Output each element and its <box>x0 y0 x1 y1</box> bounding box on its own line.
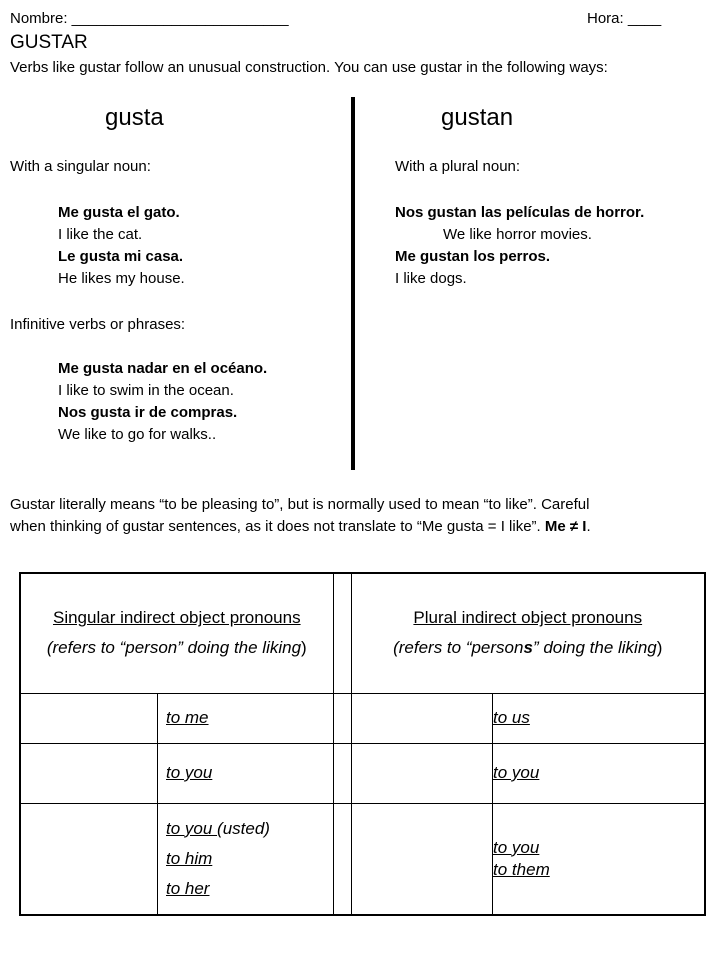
singular-label: With a singular noun: <box>10 158 151 175</box>
gusta-heading: gusta <box>105 104 164 131</box>
singular-subheader <box>21 637 333 659</box>
left-example-4-en: We like to go for walks.. <box>58 426 217 443</box>
note-line-2 <box>10 518 591 536</box>
plural-subheader <box>352 637 705 659</box>
left-example-1-es: Me gusta el gato. <box>58 204 180 221</box>
plural-sub-italic-a: (refers to “person <box>393 638 524 658</box>
pronoun-table <box>19 572 706 916</box>
blank-cell <box>20 803 158 915</box>
table-row <box>20 693 705 743</box>
right-example-1-en: We like horror movies. <box>443 226 592 243</box>
left-example-3-es: Me gusta nadar en el océano. <box>58 360 268 377</box>
row1-plural: to us <box>493 693 705 743</box>
singular-sub-paren: ) <box>301 638 307 658</box>
left-example-2-en: He likes my house. <box>58 270 185 287</box>
row3-plur-you: to you <box>493 837 540 857</box>
blank-cell <box>351 693 493 743</box>
row3-sing-him: to him <box>166 848 213 868</box>
column-divider <box>351 97 355 470</box>
plural-header-cell <box>351 573 705 693</box>
table-row <box>20 803 705 915</box>
table-header-row <box>20 573 705 693</box>
row3-singular-line1 <box>166 814 333 844</box>
row3-plur-them: to them <box>493 859 550 879</box>
right-example-1-es: Nos gustan las películas de horror. <box>395 204 645 221</box>
table-row <box>20 743 705 803</box>
plural-header: Plural indirect object pronouns <box>413 608 643 628</box>
singular-header-cell <box>20 573 333 693</box>
plural-sub-paren: ) <box>656 638 663 658</box>
blank-cell <box>351 803 493 915</box>
plural-sub-italic-b: ” doing the liking <box>532 638 657 658</box>
note-line-2-text: when thinking of gustar sentences, as it does not translate to “Me gusta = I like”. <box>10 518 545 535</box>
row3-sing-you: to you <box>166 818 218 838</box>
left-example-4-es: Nos gusta ir de compras. <box>58 404 238 421</box>
blank-cell <box>351 743 493 803</box>
row2-plural: to you <box>493 743 705 803</box>
singular-header: Singular indirect object pronouns <box>52 608 301 628</box>
infinitive-label: Infinitive verbs or phrases: <box>10 316 186 333</box>
spacer-cell <box>333 803 351 915</box>
right-example-2-en: I like dogs. <box>395 270 467 287</box>
hour-field: Hora: ____ <box>587 10 662 27</box>
row3-singular <box>158 803 334 915</box>
blank-cell <box>20 693 158 743</box>
note-line-2-end: . <box>586 518 591 535</box>
spacer-cell <box>333 693 351 743</box>
note-line-1: Gustar literally means “to be pleasing to”, but is normally used to mean “to like”. Careful <box>10 496 590 513</box>
row3-plural <box>493 803 705 915</box>
plural-label: With a plural noun: <box>395 158 521 175</box>
row3-sing-her: to her <box>166 878 210 898</box>
name-field: Nombre: __________________________ <box>10 10 289 27</box>
intro-text: Verbs like gustar follow an unusual construction. You can use gustar in the following ways: <box>10 59 608 76</box>
spacer-cell <box>333 573 351 693</box>
spacer-cell <box>333 743 351 803</box>
gustan-heading: gustan <box>441 104 514 131</box>
row3-sing-usted: (usted) <box>217 818 270 838</box>
row2-singular: to you <box>158 743 334 803</box>
plural-sub-s: s <box>523 638 533 658</box>
blank-cell <box>20 743 158 803</box>
singular-sub-italic: (refers to “person” doing the liking <box>46 638 302 658</box>
left-example-3-en: I like to swim in the ocean. <box>58 382 234 399</box>
right-example-2-es: Me gustan los perros. <box>395 248 551 265</box>
left-example-1-en: I like the cat. <box>58 226 143 243</box>
left-example-2-es: Le gusta mi casa. <box>58 248 184 265</box>
page-title: GUSTAR <box>10 32 88 53</box>
row1-singular: to me <box>158 693 334 743</box>
note-emphasis: Me ≠ I <box>544 518 587 535</box>
